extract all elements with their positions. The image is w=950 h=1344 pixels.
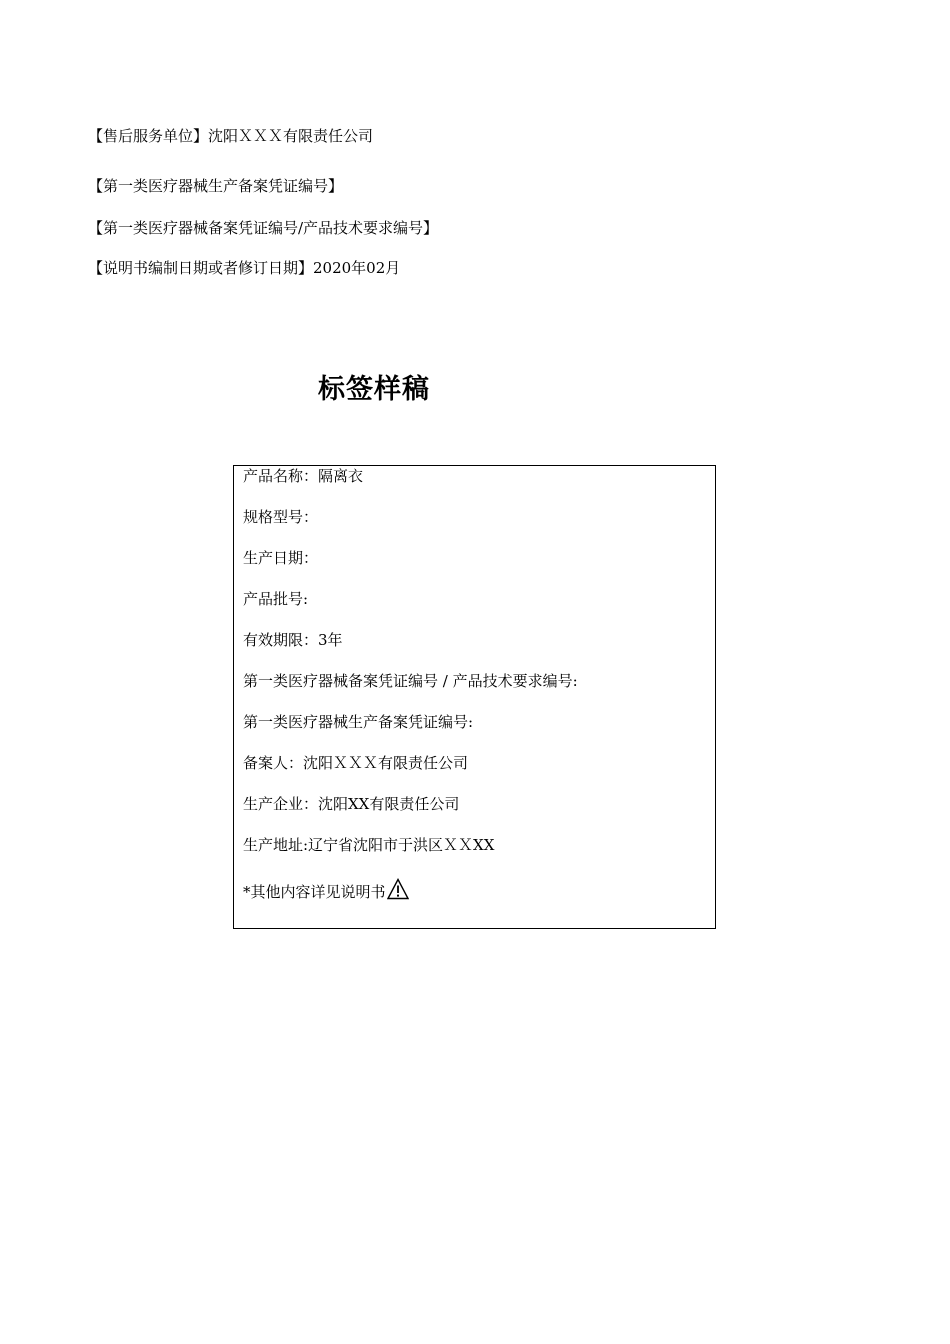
label-production-record-no: 第一类医疗器械生产备案凭证编号: xyxy=(243,713,474,731)
label-sample-box xyxy=(233,465,716,929)
compile-date-line: 【说明书编制日期或者修订日期】2020年02月 xyxy=(88,259,401,277)
label-spec-model: 规格型号： xyxy=(243,508,319,526)
record-spec-line: 【第一类医疗器械备案凭证编号/产品技术要求编号】 xyxy=(88,219,439,237)
after-sales-line: 【售后服务单位】沈阳ＸＸＸ有限责任公司 xyxy=(88,127,374,145)
label-product-name: 产品名称：隔离衣 xyxy=(243,467,364,485)
label-other-note-row xyxy=(243,878,409,905)
label-other-note: *其他内容详见说明书 xyxy=(243,883,386,901)
label-registrant: 备案人：沈阳ＸＸＸ有限责任公司 xyxy=(243,754,469,772)
production-record-line: 【第一类医疗器械生产备案凭证编号】 xyxy=(88,177,344,195)
warning-triangle-icon xyxy=(387,878,409,905)
label-record-spec-no: 第一类医疗器械备案凭证编号 / 产品技术要求编号: xyxy=(243,672,578,690)
label-batch-no: 产品批号: xyxy=(243,590,309,608)
label-production-date: 生产日期： xyxy=(243,549,319,567)
label-manufacturer: 生产企业：沈阳XX有限责任公司 xyxy=(243,795,460,813)
label-address: 生产地址:辽宁省沈阳市于洪区ＸＸXX xyxy=(243,836,495,854)
page-title: 标签样稿 xyxy=(318,374,430,405)
label-validity: 有效期限：3年 xyxy=(243,631,343,649)
